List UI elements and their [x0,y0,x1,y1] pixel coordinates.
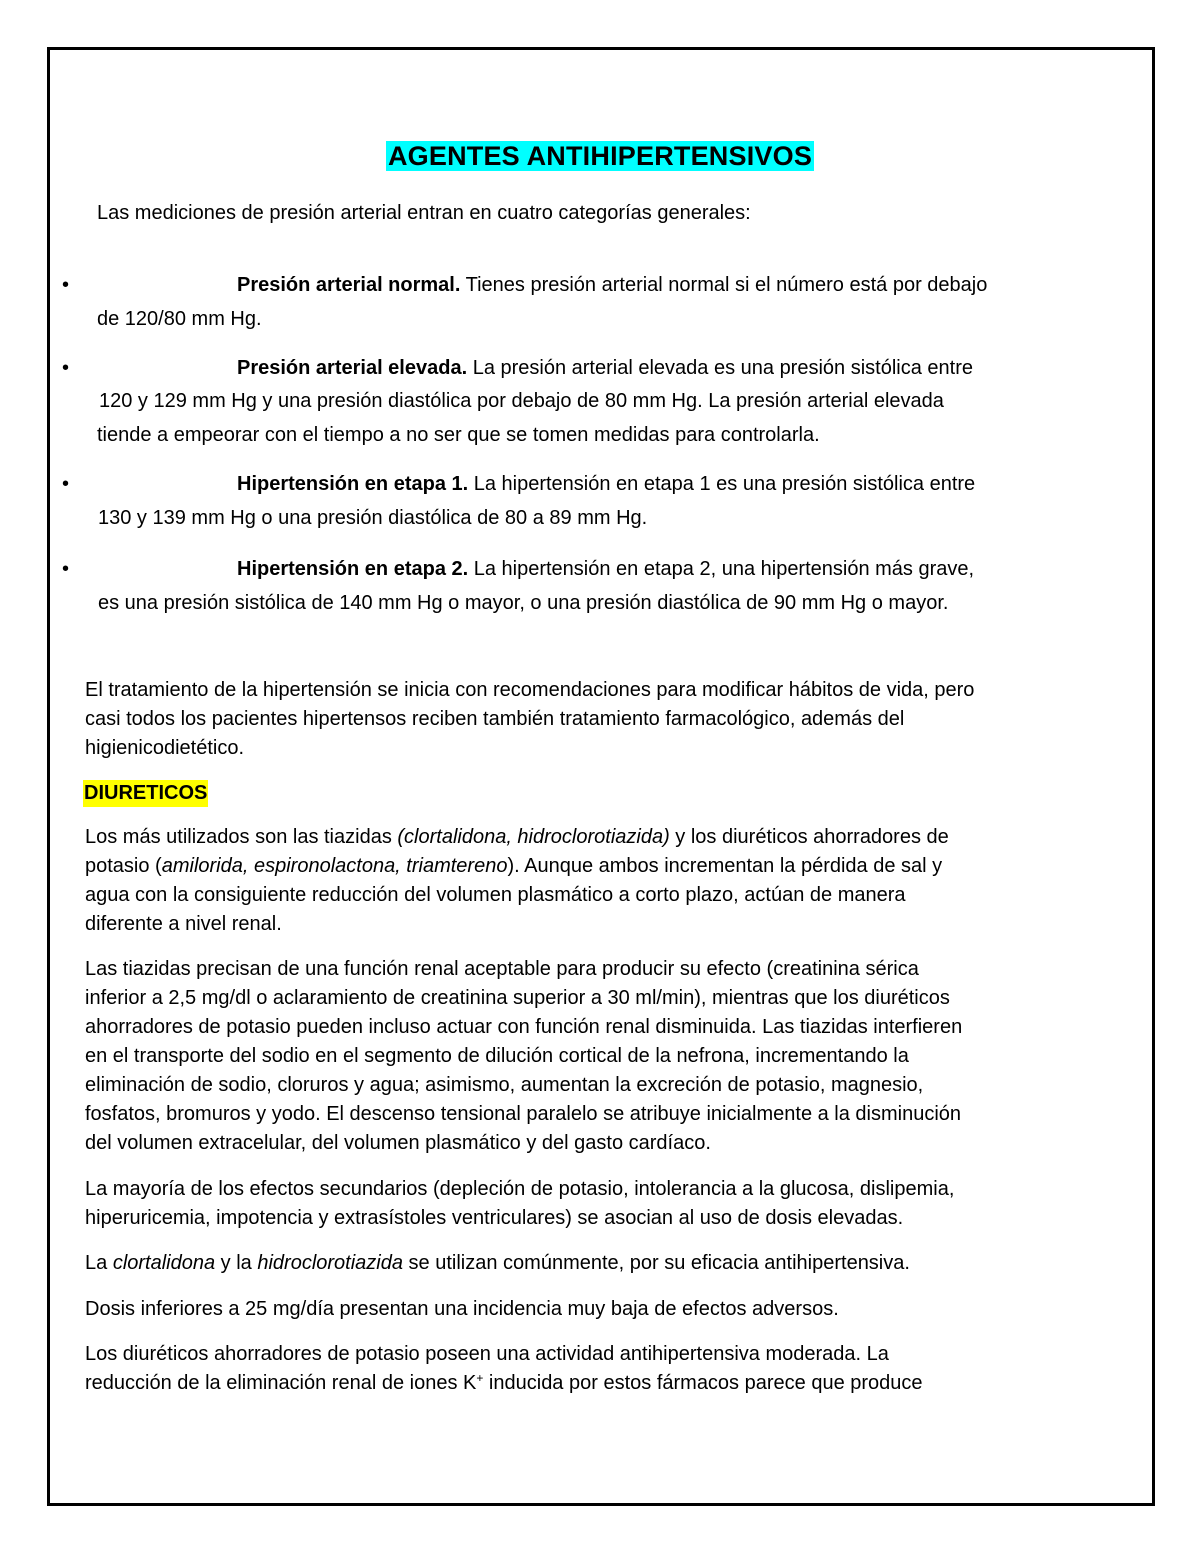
page-border [47,47,1155,1506]
category-term: Hipertensión en etapa 2. [237,558,469,580]
paragraph-line: inferior a 2,5 mg/dl o aclaramiento de creatinina superior a 30 ml/min), mientras que los diuréticos [85,987,950,1009]
paragraph-line: Las tiazidas precisan de una función renal aceptable para producir su efecto (creatinina sérica [85,958,919,980]
category-text: tiende a empeorar con el tiempo a no ser que se tomen medidas para controlarla. [97,424,820,446]
category-text: Tienes presión arterial normal si el número está por debajo [460,274,988,296]
category-text: 130 y 139 mm Hg o una presión diastólica de 80 a 89 mm Hg. [98,507,648,529]
document-title: AGENTES ANTIHIPERTENSIVOS [387,141,813,171]
paragraph-line: casi todos los pacientes hipertensos reciben también tratamiento farmacológico, además del [85,708,905,730]
category-text: La hipertensión en etapa 1 es una presión sistólica entre [468,473,976,495]
bullet-point: • [62,473,70,495]
paragraph-line: El tratamiento de la hipertensión se inicia con recomendaciones para modificar hábitos de vida, pero [85,679,975,701]
dose-paragraph: Dosis inferiores a 25 mg/día presentan una incidencia muy baja de efectos adversos. [85,1298,839,1320]
bullet-point: • [62,357,70,379]
paragraph-line: del volumen extracelular, del volumen plasmático y del gasto cardíaco. [85,1132,711,1154]
category-text: es una presión sistólica de 140 mm Hg o mayor, o una presión diastólica de 90 mm Hg o mayor. [98,592,949,614]
paragraph-line: La mayoría de los efectos secundarios (depleción de potasio, intolerancia a la glucosa, dislipemia, [85,1178,955,1200]
paragraph-line: diferente a nivel renal. [85,913,282,935]
paragraph-line: Los diuréticos ahorradores de potasio poseen una actividad antihipertensiva moderada. La [85,1343,889,1365]
paragraph-line: reducción de la eliminación renal de iones K+ inducida por estos fármacos parece que produce [85,1371,923,1394]
paragraph-line: potasio (amilorida, espironolactona, triamtereno). Aunque ambos incrementan la pérdida de sal y [85,855,943,877]
paragraph-line: Los más utilizados son las tiazidas (clortalidona, hidroclorotiazida) y los diuréticos ahorradores de [85,826,949,848]
category-term: Presión arterial elevada. [237,357,468,379]
drugs-paragraph: La clortalidona y la hidroclorotiazida se utilizan comúnmente, por su eficacia antihipertensiva. [85,1252,910,1274]
paragraph-line: en el transporte del sodio en el segmento de dilución cortical de la nefrona, incrementando la [85,1045,909,1067]
paragraph-line: hiperuricemia, impotencia y extrasístoles ventriculares) se asocian al uso de dosis elevadas. [85,1207,904,1229]
category-text: de 120/80 mm Hg. [97,308,262,330]
paragraph-line: eliminación de sodio, cloruros y agua; asimismo, aumentan la excreción de potasio, magnesio, [85,1074,924,1096]
paragraph-line: fosfatos, bromuros y yodo. El descenso tensional paralelo se atribuye inicialmente a la disminución [85,1103,962,1125]
category-text: 120 y 129 mm Hg y una presión diastólica por debajo de 80 mm Hg. La presión arterial elevada [99,390,944,412]
category-text: La hipertensión en etapa 2, una hipertensión más grave, [468,558,975,580]
paragraph-line: ahorradores de potasio pueden incluso actuar con función renal disminuida. Las tiazidas interfieren [85,1016,963,1038]
category-term: Presión arterial normal. [237,274,461,296]
bullet-point: • [62,558,70,580]
category-text: La presión arterial elevada es una presión sistólica entre [467,357,973,379]
section-heading: DIURETICOS [83,780,208,807]
title-container [0,141,1200,172]
intro-text: Las mediciones de presión arterial entran en cuatro categorías generales: [97,202,751,224]
paragraph-line: higienicodietético. [85,737,244,759]
paragraph-line: agua con la consiguiente reducción del volumen plasmático a corto plazo, actúan de manera [85,884,906,906]
bullet-point: • [62,274,70,296]
category-term: Hipertensión en etapa 1. [237,473,469,495]
